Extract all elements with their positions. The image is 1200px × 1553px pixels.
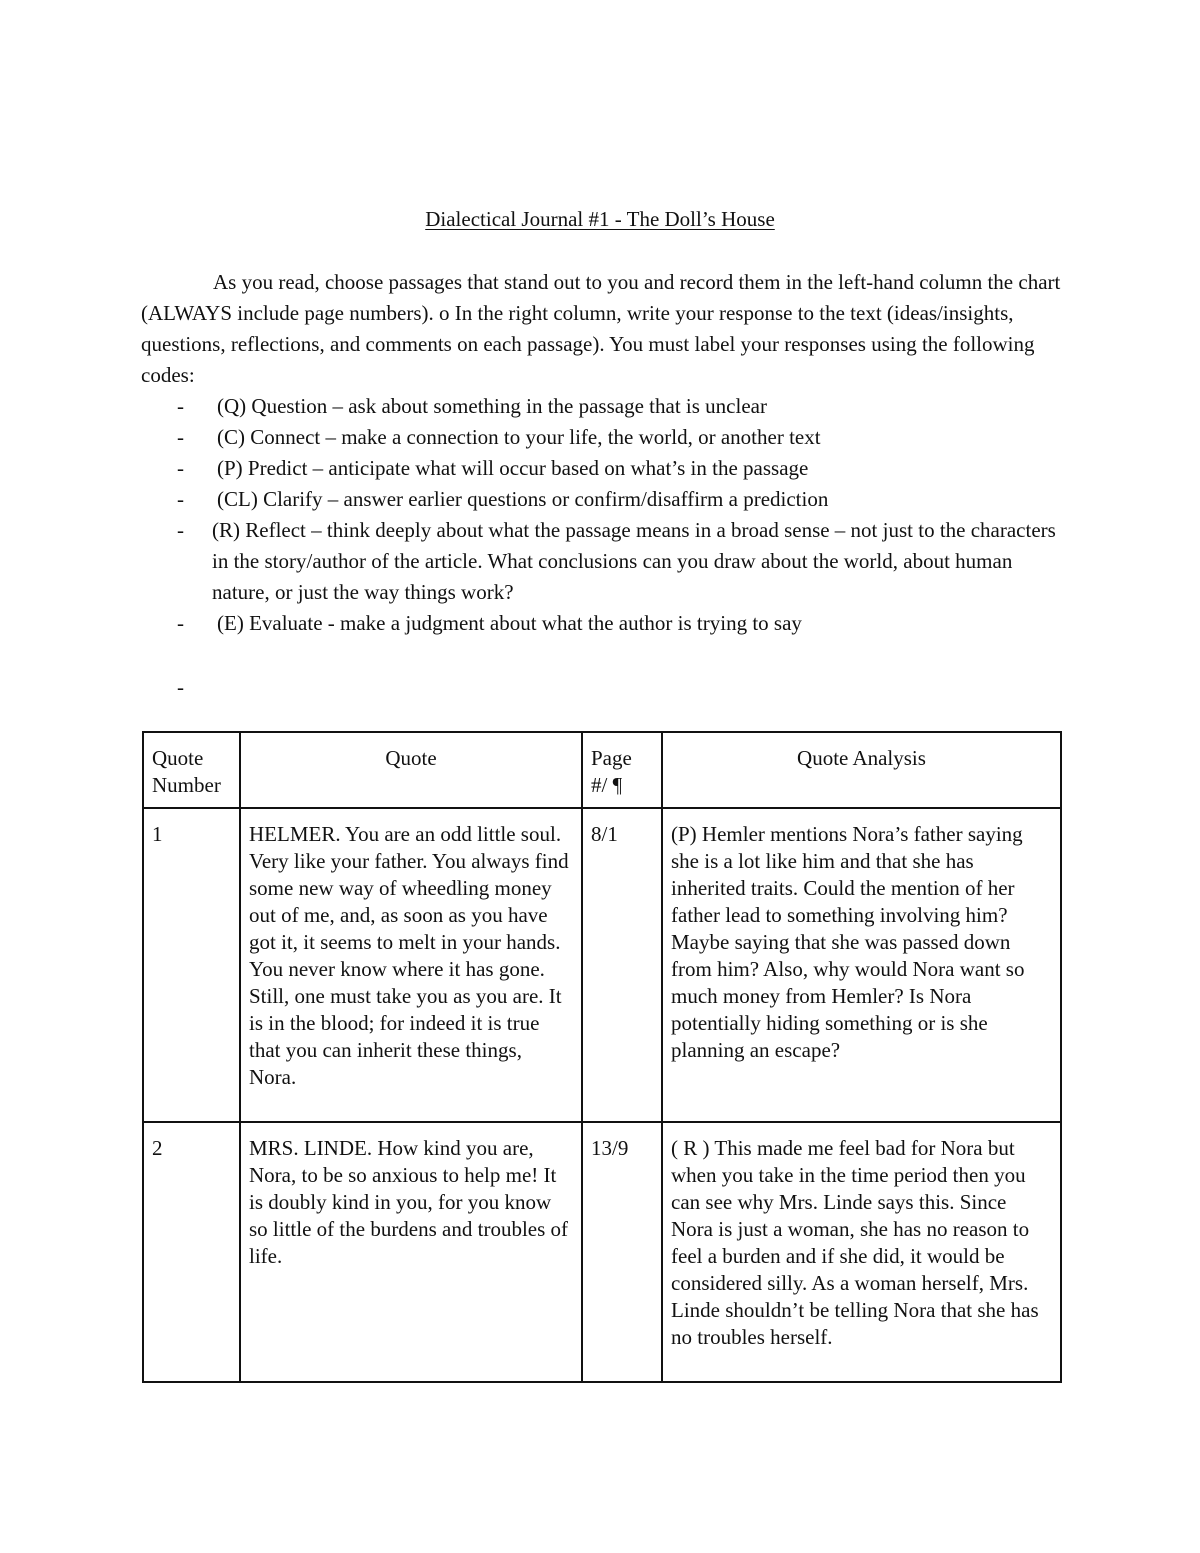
bullet-dash: -	[177, 425, 184, 449]
bullet-dash: -	[177, 611, 184, 635]
cell-quote: HELMER. You are an odd little soul. Very like your father. You always find some new way of wheedling money out of me, and, as soon as you have got it, it seems to melt in your hands. You never know where it has gone. Still, one must take you as you are. It is in the blood; for indeed it is true that you can inherit these things, Nora.	[240, 808, 582, 1122]
cell-page: 13/9	[582, 1122, 662, 1382]
trailing-dash: -	[177, 675, 184, 699]
cell-analysis: ( R ) This made me feel bad for Nora but when you take in the time period then you can see why Mrs. Linde says this. Since Nora is just a woman, she has no reason to feel a burden and if she did, it would be considered silly. As a woman herself, Mrs. Linde shouldn’t be telling Nora that she has no troubles herself.	[662, 1122, 1061, 1382]
header-quote: Quote	[240, 732, 582, 808]
list-item	[141, 515, 1066, 608]
journal-table	[142, 731, 1062, 1383]
list-item	[141, 422, 1066, 453]
code-reflect: (R) Reflect – think deeply about what the passage means in a broad sense – not just to the characters in the story/author of the article. What conclusions can you draw about the world, about human nature, or just the way things work?	[212, 518, 1056, 604]
instructions-paragraph: As you read, choose passages that stand out to you and record them in the left-hand column the chart (ALWAYS include page numbers). o In the right column, write your response to the text (ideas/insights, questions, reflections, and comments on each passage). You must label your responses using the following codes:	[141, 270, 1061, 387]
cell-quote-number: 1	[143, 808, 240, 1122]
code-predict: (P) Predict – anticipate what will occur based on what’s in the passage	[217, 456, 809, 480]
bullet-dash: -	[177, 518, 184, 542]
code-connect: (C) Connect – make a connection to your life, the world, or another text	[217, 425, 821, 449]
bullet-dash: -	[177, 394, 184, 418]
header-quote-number: Quote Number	[143, 732, 240, 808]
response-codes-list	[141, 391, 1066, 639]
document-title: Dialectical Journal #1 - The Doll’s House	[425, 207, 775, 231]
code-evaluate: (E) Evaluate - make a judgment about what the author is trying to say	[217, 611, 802, 635]
header-quote-analysis: Quote Analysis	[662, 732, 1061, 808]
list-item	[141, 391, 1066, 422]
code-clarify: (CL) Clarify – answer earlier questions or confirm/disaffirm a prediction	[217, 487, 829, 511]
list-item	[141, 484, 1066, 515]
table-header-row	[143, 732, 1061, 808]
header-page: Page #/ ¶	[582, 732, 662, 808]
table-row	[143, 808, 1061, 1122]
cell-quote-number: 2	[143, 1122, 240, 1382]
table-row	[143, 1122, 1061, 1382]
list-item	[141, 453, 1066, 484]
bullet-dash: -	[177, 487, 184, 511]
code-question: (Q) Question – ask about something in the passage that is unclear	[217, 394, 767, 418]
list-item	[141, 608, 1066, 639]
cell-quote: MRS. LINDE. How kind you are, Nora, to be so anxious to help me! It is doubly kind in you, for you know so little of the burdens and troubles of life.	[240, 1122, 582, 1382]
cell-analysis: (P) Hemler mentions Nora’s father saying she is a lot like him and that she has inherited traits. Could the mention of her father lead to something involving him? Maybe saying that she was passed down from him? Also, why would Nora want so much money from Hemler? Is Nora potentially hiding something or is she planning an escape?	[662, 808, 1061, 1122]
bullet-dash: -	[177, 456, 184, 480]
cell-page: 8/1	[582, 808, 662, 1122]
